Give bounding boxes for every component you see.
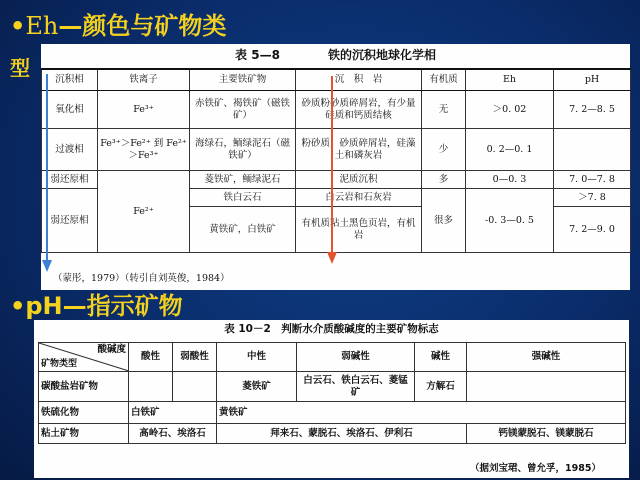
t1-cell-ph: 7. 0—7. 8 <box>554 171 631 189</box>
t1-cell-mineral: 菱铁矿，鲕绿泥石 <box>190 171 296 189</box>
t2-cell-type: 粘土矿物 <box>39 424 129 444</box>
t2-cell-empty <box>173 372 217 402</box>
table-row <box>39 402 626 424</box>
t2-header-neutral: 中性 <box>217 343 297 372</box>
t2-corner-cell <box>39 343 129 372</box>
t1-cell-organic: 多 <box>422 171 466 189</box>
t1-header-ion: 铁离子 <box>98 69 190 91</box>
t2-cell-empty <box>129 372 173 402</box>
t1-cell-mineral: 海绿石，鲕绿泥石（磁铁矿） <box>190 129 296 171</box>
table1-number: 表 5—8 <box>235 48 280 62</box>
t1-cell-facies: 氧化相 <box>42 91 98 129</box>
table2-source: （据刘宝珺、曾允孚，1985） <box>470 463 601 474</box>
bullet: • <box>10 12 26 40</box>
t2-cell-acid-weak: 高岭石、埃洛石 <box>129 424 217 444</box>
table1-caption <box>41 44 630 66</box>
t2-cell-alkaline: 方解石 <box>415 372 467 402</box>
t2-header-alkaline: 碱性 <box>415 343 467 372</box>
t2-cell-acid: 白铁矿 <box>129 402 217 424</box>
heading-eh-overflow: 型 <box>10 56 30 80</box>
arrow-down-red-icon <box>327 76 337 266</box>
t1-cell-rock: 粉砂质，砂质碎屑岩，硅藻土和磷灰岩 <box>296 129 422 171</box>
bullet: • <box>10 292 26 320</box>
table1-title: 铁的沉积地球化学相 <box>327 48 436 62</box>
table-row <box>39 424 626 444</box>
t1-cell-organic: 无 <box>422 91 466 129</box>
t1-cell-rock: 白云岩和石灰岩 <box>296 189 422 207</box>
t2-cell-type: 铁硫化物 <box>39 402 129 424</box>
t1-header-organic: 有机质 <box>422 69 466 91</box>
t1-cell-eh: 0. 2—0. 1 <box>466 129 554 171</box>
table-ph-minerals <box>34 320 629 478</box>
t1-cell-rock: 有机质粘土黑色页岩，有机岩 <box>296 207 422 253</box>
arrow-down-icon <box>42 74 52 274</box>
table-row <box>39 372 626 402</box>
heading-eh <box>10 6 226 41</box>
heading-eh-latin: Eh <box>25 12 59 40</box>
t1-header-facies: 沉积相 <box>42 69 98 91</box>
t1-cell-eh: 0—0. 3 <box>466 171 554 189</box>
t2-header-strong-alkaline: 强碱性 <box>467 343 626 372</box>
t1-cell-rock: 砂质粉砂质碎屑岩，有少量硅质和钙质结核 <box>296 91 422 129</box>
t1-cell-rock: 泥质沉积 <box>296 171 422 189</box>
t1-cell-eh: -0. 3—0. 5 <box>466 189 554 253</box>
t1-header-rock: 沉 积 岩 <box>296 69 422 91</box>
t1-cell-organic: 少 <box>422 129 466 171</box>
t2-cell-empty <box>467 372 626 402</box>
t1-cell-ph <box>554 129 631 171</box>
heading-ph <box>10 286 183 321</box>
t2-cell-alkaline-strong: 钙镁蒙脱石、镁蒙脱石 <box>467 424 626 444</box>
table2-grid <box>38 342 626 444</box>
t1-cell-ion: Fe³⁺＞Fe²⁺ 到 Fe²⁺＞Fe³⁺ <box>98 129 190 171</box>
t1-cell-mineral: 黄铁矿，白铁矿 <box>190 207 296 253</box>
table1-source: （蒙彤，1979）（转引自刘英俊，1984） <box>53 273 230 284</box>
heading-ph-rest: —指示矿物 <box>62 292 183 320</box>
t2-cell-weak-alkaline: 白云石、铁白云石、菱锰矿 <box>297 372 415 402</box>
t1-cell-ph: ＞7. 8 <box>554 189 631 207</box>
t2-header-weak-acid: 弱酸性 <box>173 343 217 372</box>
heading-eh-rest: —颜色与矿物类 <box>58 12 227 40</box>
t1-header-mineral: 主要铁矿物 <box>190 69 296 91</box>
t2-cell-neutral: 菱铁矿 <box>217 372 297 402</box>
t1-header-ph: pH <box>554 69 631 91</box>
table-iron-facies <box>41 44 630 290</box>
t1-cell-ph: 7. 2—8. 5 <box>554 91 631 129</box>
t2-header-acid: 酸性 <box>129 343 173 372</box>
t2-corner-bottom: 矿物类型 <box>41 359 78 369</box>
table2-title: 表 10－2 判断水介质酸碱度的主要矿物标志 <box>224 323 439 335</box>
t1-cell-mineral: 赤铁矿、褐铁矿（磁铁矿） <box>190 91 296 129</box>
heading-ph-latin: pH <box>25 292 63 320</box>
t1-cell-ph: 7. 2—9. 0 <box>554 207 631 253</box>
t2-cell-neutral: 黄铁矿 <box>217 402 626 424</box>
t1-cell-organic: 很多 <box>422 189 466 253</box>
t1-cell-mineral: 铁白云石 <box>190 189 296 207</box>
t1-cell-facies: 弱还原相 <box>42 189 98 253</box>
t2-cell-type: 碳酸盐岩矿物 <box>39 372 129 402</box>
t1-cell-facies: 弱还原相 <box>42 171 98 189</box>
t1-cell-eh: ＞0. 02 <box>466 91 554 129</box>
t1-cell-ion: Fe²⁺ <box>98 171 190 253</box>
t1-header-eh: Eh <box>466 69 554 91</box>
t1-cell-facies: 过渡相 <box>42 129 98 171</box>
t2-corner-top: 酸碱度 <box>97 344 126 355</box>
t2-header-weak-alkaline: 弱碱性 <box>297 343 415 372</box>
t1-cell-ion: Fe³⁺ <box>98 91 190 129</box>
t2-cell-neutral-weak: 拜来石、蒙脱石、埃洛石、伊利石 <box>217 424 467 444</box>
